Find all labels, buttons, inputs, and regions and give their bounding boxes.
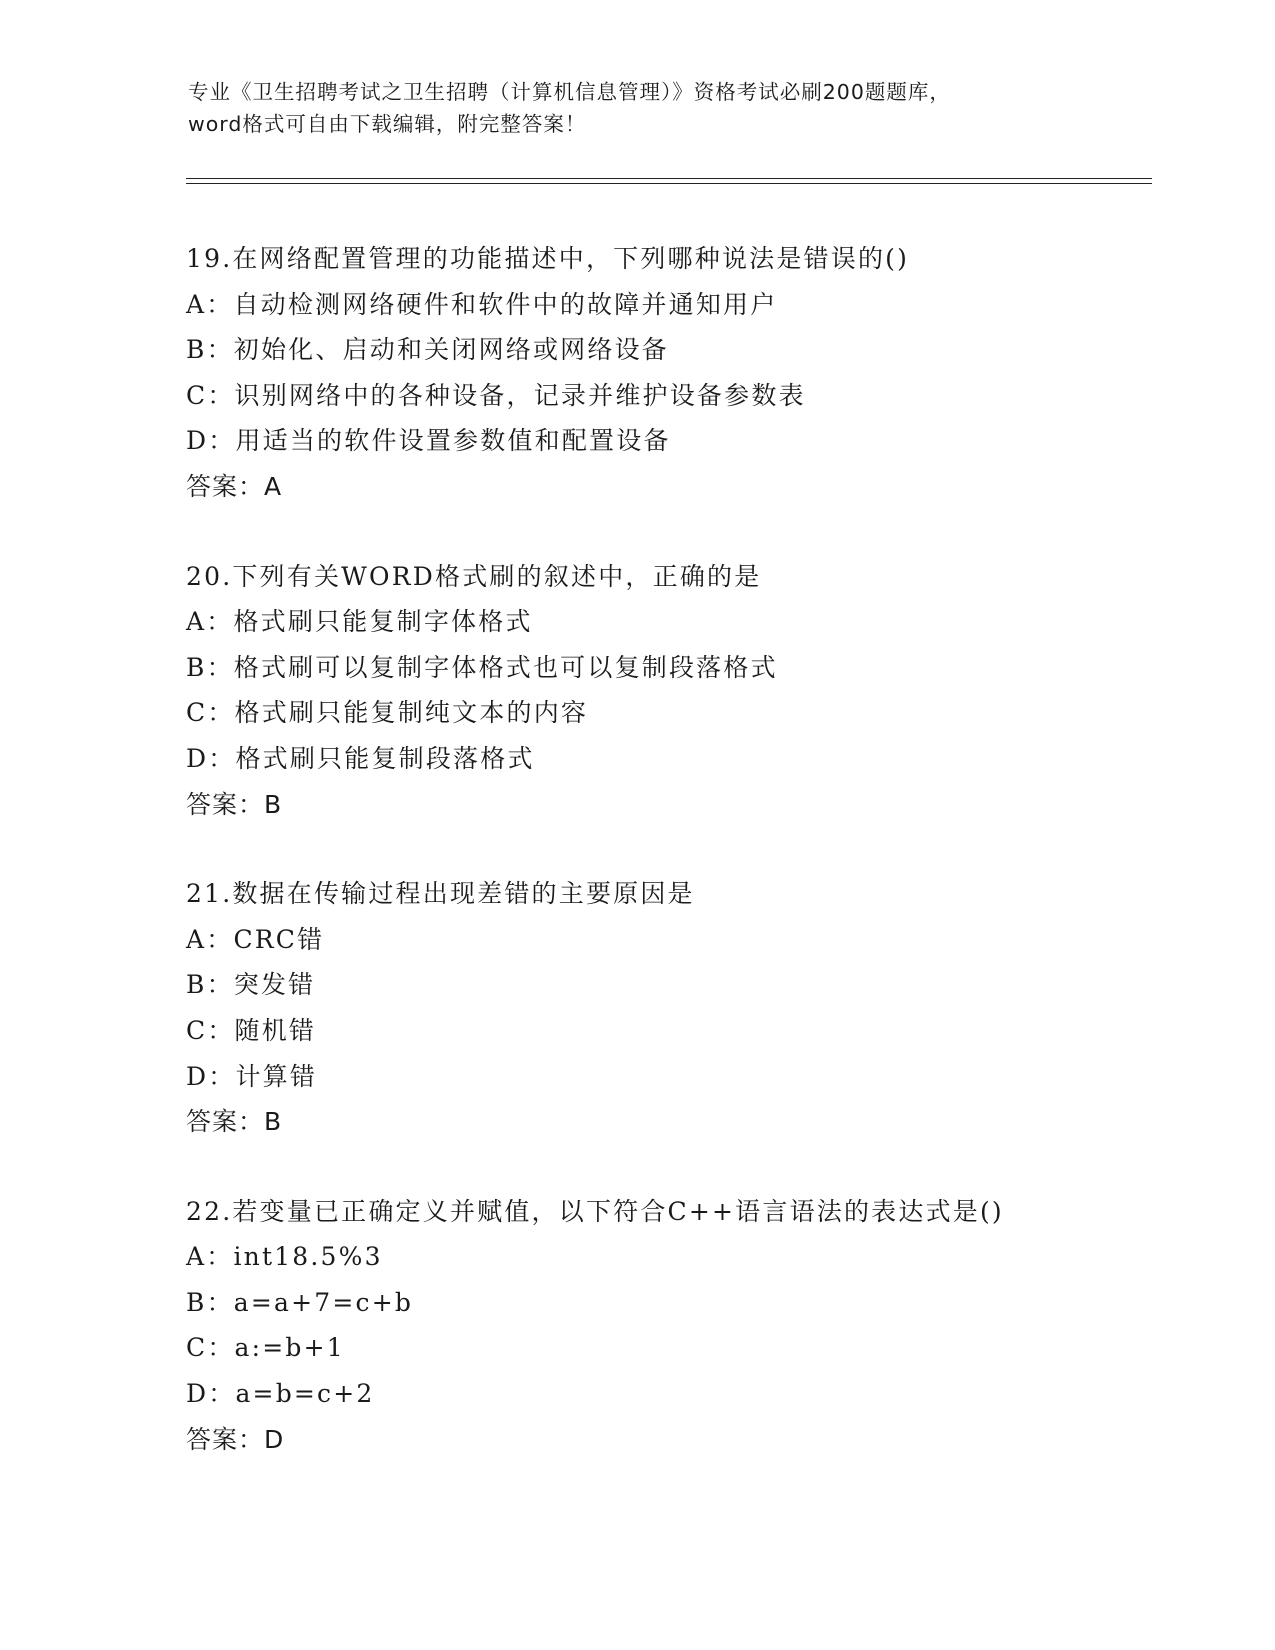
option-d: D：格式刷只能复制段落格式: [186, 743, 535, 773]
question-19: [186, 236, 1146, 510]
option-b: B：突发错: [186, 970, 316, 1000]
option-d: D：用适当的软件设置参数值和配置设备: [186, 426, 671, 456]
question-stem: 20.下列有关WORD格式刷的叙述中，正确的是: [186, 561, 762, 591]
answer-line: 答案：B: [186, 1107, 283, 1137]
option-d: D：计算错: [186, 1061, 318, 1091]
header-divider-top: [186, 178, 1152, 179]
option-d: D：a=b=c+2: [186, 1379, 375, 1409]
question-stem: 19.在网络配置管理的功能描述中，下列哪种说法是错误的(): [186, 244, 910, 273]
option-a: A：int18.5%3: [186, 1242, 383, 1272]
option-a: A：格式刷只能复制字体格式: [186, 607, 533, 637]
header-line-2: word格式可自由下载编辑，附完整答案！: [188, 112, 587, 136]
option-b: B：格式刷可以复制字体格式也可以复制段落格式: [186, 652, 778, 682]
option-c: C：a:=b+1: [186, 1333, 345, 1363]
question-22: [186, 1189, 1146, 1463]
header-divider-bottom: [186, 183, 1152, 184]
option-c: C：识别网络中的各种设备，记录并维护设备参数表: [186, 380, 806, 410]
question-21: [186, 871, 1146, 1145]
option-c: C：随机错: [186, 1015, 317, 1045]
question-list: [186, 236, 1146, 1506]
option-b: B：初始化、启动和关闭网络或网络设备: [186, 335, 669, 365]
answer-line: 答案：B: [186, 789, 283, 819]
option-b: B：a=a+7=c+b: [186, 1287, 414, 1317]
option-c: C：格式刷只能复制纯文本的内容: [186, 698, 589, 728]
question-stem: 22.若变量已正确定义并赋值，以下符合C++语言语法的表达式是(): [186, 1196, 1004, 1226]
answer-line: 答案：D: [186, 1424, 285, 1454]
option-a: A：自动检测网络硬件和软件中的故障并通知用户: [186, 289, 778, 319]
header-line-1: 专业《卫生招聘考试之卫生招聘（计算机信息管理）》资格考试必刷200题题库，: [188, 80, 951, 104]
answer-line: 答案：A: [186, 471, 283, 501]
question-stem: 21.数据在传输过程出现差错的主要原因是: [186, 879, 695, 909]
option-a: A：CRC错: [186, 924, 325, 954]
question-20: [186, 554, 1146, 828]
document-header: [188, 76, 1088, 140]
